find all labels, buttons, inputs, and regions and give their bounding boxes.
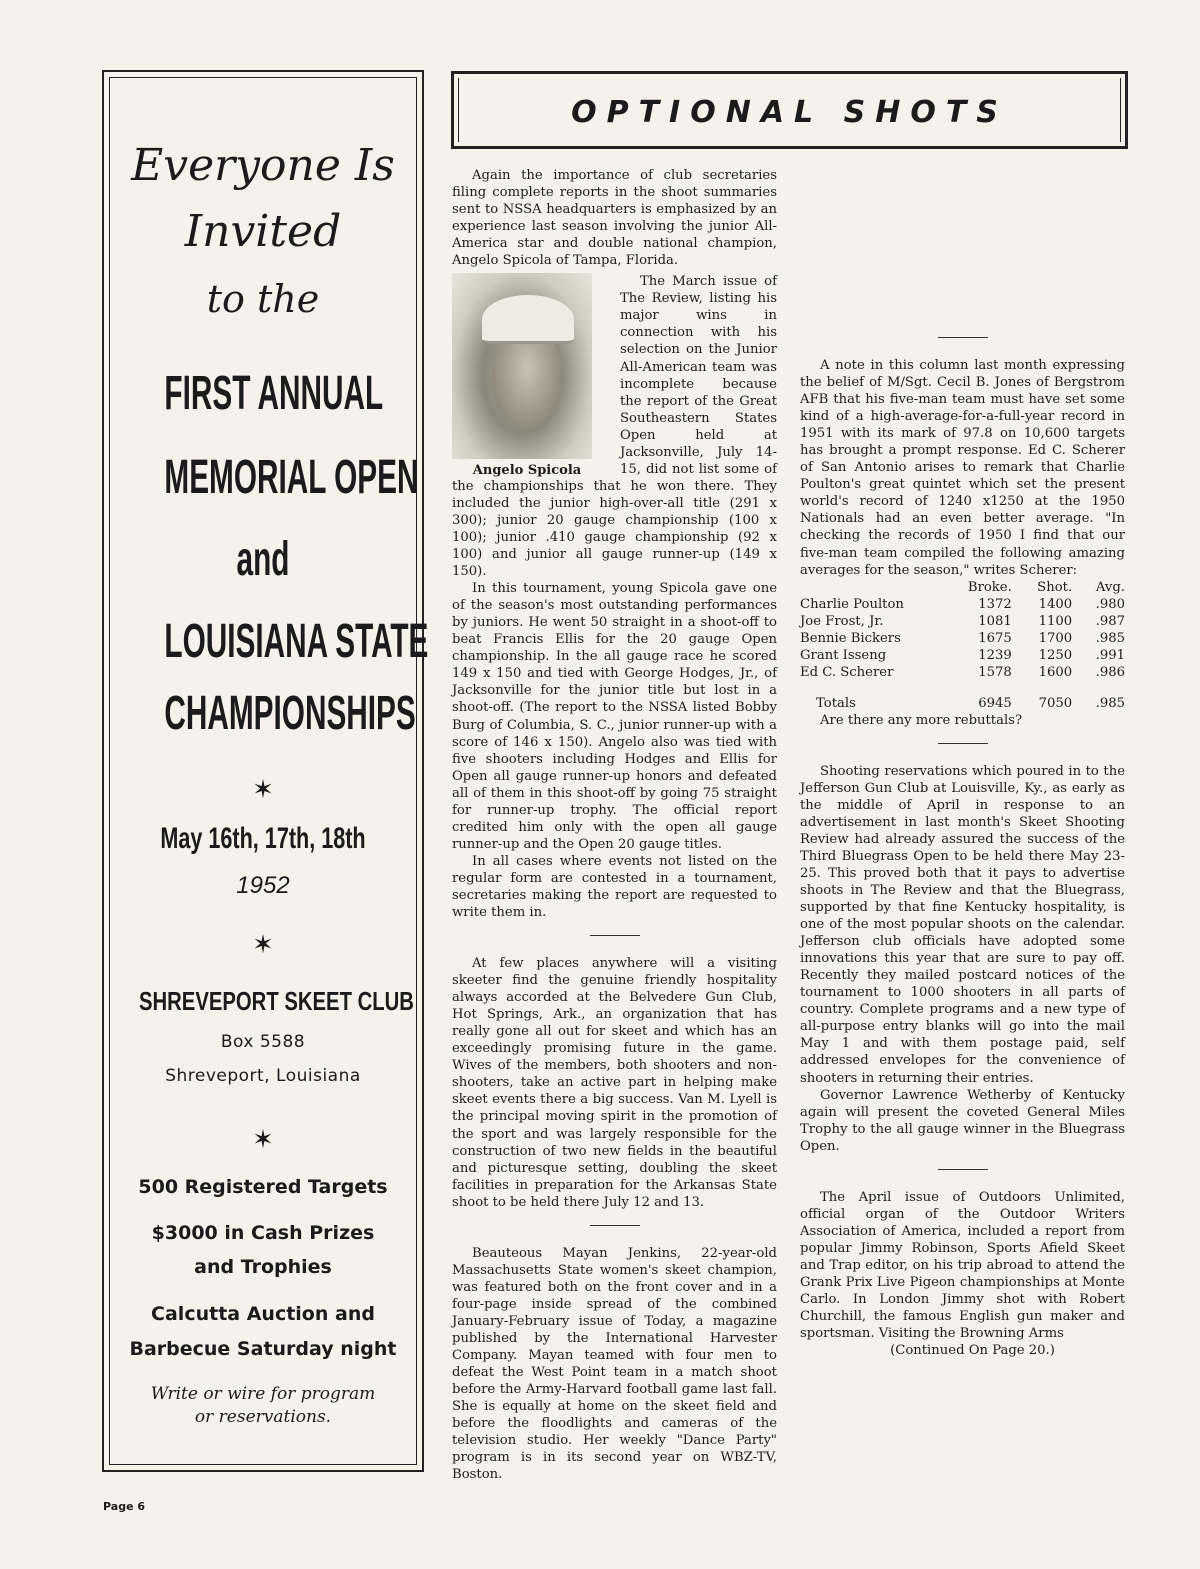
star-ornament-icon: ✶: [252, 775, 274, 805]
ad-event-memorial-open: MEMORIAL OPEN: [164, 451, 419, 504]
shooter-name: Ed C. Scherer: [800, 664, 894, 680]
ad-barbecue: Barbecue Saturday night: [129, 1338, 397, 1360]
table-totals-row: [800, 695, 1125, 712]
ad-club-name: SHREVEPORT SKEET CLUB: [138, 986, 414, 1016]
ad-year: 1952: [236, 872, 290, 899]
table-row: [800, 596, 1125, 613]
column-header-box: [451, 71, 1128, 149]
article-column-right: [800, 159, 1125, 1359]
article-paragraph: Again the importance of club secretaries filing complete reports in the shoot summaries sent to NSSA headquarters is emphasized by an experience last season involving the junior All-America star and double national champion, Angelo Spicola of Tampa, Florida.: [452, 168, 777, 269]
team-averages-table: [800, 579, 1125, 712]
avg-value: .987: [1095, 613, 1125, 629]
shooter-name: Charlie Poulton: [800, 596, 904, 612]
avg-total: .985: [1095, 695, 1125, 711]
broke-value: 1372: [978, 596, 1012, 612]
article-paragraph: A note in this column last month expressing the belief of M/Sgt. Cecil B. Jones of Bergstrom AFB that his five-man team must have set some kind of a high-average-for-a-full-year record in 1951 with its mark of 97.8 on 10,600 targets has brought a prompt response. Ed C. Scherer of San Antonio arises to remark that Charlie Poulton's great quintet which set the present world's record of 1240 x1250 at the 1950 Nationals had an even better average. "In checking the records of 1950 I find that our five-man team compiled the following amazing averages for the season," writes Scherer:: [800, 358, 1125, 578]
ad-write-line1: Write or wire for program: [150, 1384, 376, 1404]
section-divider: [590, 1225, 640, 1226]
shot-value: 1400: [1038, 596, 1073, 612]
ad-box-number: Box 5588: [220, 1032, 306, 1052]
shot-value: 1700: [1038, 630, 1073, 646]
column-header-broke: Broke.: [967, 579, 1012, 595]
column-title: OPTIONAL SHOTS: [571, 95, 1008, 130]
table-row: [800, 647, 1125, 664]
ad-city: Shreveport, Louisiana: [165, 1066, 361, 1086]
ad-calcutta-auction: Calcutta Auction and: [151, 1303, 375, 1325]
article-column-left: [452, 167, 777, 1483]
avg-value: .986: [1095, 664, 1125, 680]
shot-value: 1600: [1038, 664, 1073, 680]
star-ornament-icon: ✶: [252, 930, 274, 960]
section-divider: [938, 1169, 988, 1170]
article-paragraph: The April issue of Outdoors Unlimited, official organ of the Outdoor Writers Association of America, included a report from popular Jimmy Robinson, Sports Afield Skeet and Trap editor, on his trip abroad to attend the Grank Prix Live Pigeon championships at Monte Carlo. In London Jimmy shot with Robert Churchill, the famous English gun maker and sportsman. Visiting the Browning Arms: [800, 1189, 1125, 1342]
continued-note: (Continued On Page 20.): [890, 1343, 1055, 1359]
shooter-name: Grant Isseng: [800, 647, 887, 663]
ad-event-championships: CHAMPIONSHIPS: [164, 687, 416, 740]
star-ornament-icon: ✶: [252, 1125, 274, 1155]
broke-value: 1578: [978, 664, 1012, 680]
photo-cap: [482, 295, 574, 344]
ad-event-and: and: [236, 533, 290, 586]
article-paragraph: In this tournament, young Spicola gave one of the season's most outstanding performances by juniors. He went 50 straight in a shoot-off to beat Francis Ellis for the 20 gauge Open championship. In the all gauge race he scored 149 x 150 and tied with George Hodges, Jr., of Jacksonville for the junior title but lost in a shoot-off. (The report to the NSSA listed Bobby Burg of Columbia, S. C., junior runner-up with a score of 146 x 150). Angelo also was tied with five shooters including Hodges and Ellis for Open all gauge runner-up honors and defeated all of them in this shoot-off by going 75 straight for runner-up trophy. The official report credited him only with the open all gauge runner-up and the Open 20 gauge titles.: [452, 581, 777, 852]
ad-dates: May 16th, 17th, 18th: [160, 822, 366, 855]
ad-trophies: and Trophies: [194, 1256, 332, 1278]
broke-value: 1675: [978, 630, 1012, 646]
table-row: [800, 664, 1125, 681]
section-divider: [938, 337, 988, 338]
ad-event-first-annual: FIRST ANNUAL: [164, 367, 384, 420]
article-paragraph: Governor Lawrence Wetherby of Kentucky again will present the coveted General Miles Trophy to the all gauge winner in the Bluegrass Open.: [800, 1087, 1125, 1154]
shot-value: 1250: [1038, 647, 1073, 663]
table-header-row: [800, 579, 1125, 596]
advertisement-box: [102, 70, 429, 1472]
article-paragraph: Are there any more rebuttals?: [820, 712, 1023, 728]
shooter-name: Bennie Bickers: [800, 630, 901, 646]
table-row: [800, 630, 1125, 647]
ad-cash-prizes: $3000 in Cash Prizes: [151, 1222, 375, 1244]
article-paragraph: The March issue of The Review, listing his major wins in connection with his selection on the Junior All-American team was incomplete because the report of the Great Southeastern States Open held at Jacksonville, July 14-15, did not list some of the championships that he won there. They included the junior high-over-all title (291 x 300); junior 20 gauge championship (100 x 100); junior .410 gauge championship (92 x 100) and junior all gauge runner-up (149 x 150).: [452, 274, 777, 580]
ad-headline-invited: Invited: [184, 206, 342, 257]
section-divider: [938, 743, 988, 744]
ad-headline-everyone: Everyone Is: [131, 140, 395, 191]
angelo-spicola-photo: [452, 273, 612, 479]
ad-registered-targets: 500 Registered Targets: [138, 1176, 388, 1198]
article-paragraph: At few places anywhere will a visiting skeeter find the genuine friendly hospitality always accorded at the Belvedere Gun Club, Hot Springs, Ark., an organization that has really gone all out for skeet and which has an exceedingly promising future in the game. Wives of the members, both shooters and non-shooters, take an active part in helping make skeet events there a big success. Van M. Lyell is the principal moving spirit in the promotion of the sport and was largely responsible for the construction of two new fields in the beautiful and picturesque setting, doubling the skeet facilities in preparation for the Arkansas State shoot to be held there July 12 and 13.: [452, 956, 777, 1210]
broke-total: 6945: [978, 695, 1012, 711]
avg-value: .980: [1095, 596, 1125, 612]
column-header-avg: Avg.: [1095, 579, 1125, 595]
shot-total: 7050: [1038, 695, 1073, 711]
section-divider: [590, 935, 640, 936]
ad-event-louisiana-state: LOUISIANA STATE: [164, 615, 429, 668]
totals-label: Totals: [816, 695, 856, 711]
article-paragraph: Beauteous Mayan Jenkins, 22-year-old Massachusetts State women's skeet champion, was featured both on the front cover and in a four-page inside spread of the combined January-February issue of Today, a magazine published by the International Harvester Company. Mayan teamed with four men to defeat the West Point team in a match shoot before the Army-Harvard football game last fall. She is equally at home on the skeet field and before the floodlights and cameras of the television studio. Her weekly "Dance Party" program is in its second year on WBZ-TV, Boston.: [452, 1245, 777, 1483]
article-paragraph: Shooting reservations which poured in to the Jefferson Gun Club at Louisville, Ky., as early as the middle of April in response to an advertisement in last month's Skeet Shooting Review had already assured the success of the Third Bluegrass Open to be held there May 23-25. This proved both that it pays to advertise shoots in The Review and that the Bluegrass, supported by that fine Kentucky hospitality, is one of the most popular shoots on the calendar. Jefferson club officials have adopted some innovations this year that are sure to pay off. Recently they mailed postcard notices of the tournament to 1000 shooters in all parts of country. Complete programs and a new type of all-purpose entry blanks will go into the mail May 1 and with them postage paid, self addressed envelopes for the convenience of shooters in returning their entries.: [800, 763, 1125, 1086]
page-number: Page 6: [103, 1500, 146, 1513]
ad-write-line2: or reservations.: [194, 1407, 332, 1427]
column-header-shot: Shot.: [1037, 579, 1073, 595]
article-paragraph: In all cases where events not listed on the regular form are contested in a tournament, secretaries making the report are requested to write them in.: [452, 853, 777, 921]
table-row: [800, 613, 1125, 630]
broke-value: 1239: [978, 647, 1012, 663]
shot-value: 1100: [1038, 613, 1073, 629]
broke-value: 1081: [978, 613, 1012, 629]
ad-headline-to-the: to the: [206, 277, 320, 321]
shooter-name: Joe Frost, Jr.: [800, 613, 884, 629]
photo-caption: Angelo Spicola: [472, 463, 582, 479]
avg-value: .985: [1095, 630, 1125, 646]
avg-value: .991: [1095, 647, 1125, 663]
